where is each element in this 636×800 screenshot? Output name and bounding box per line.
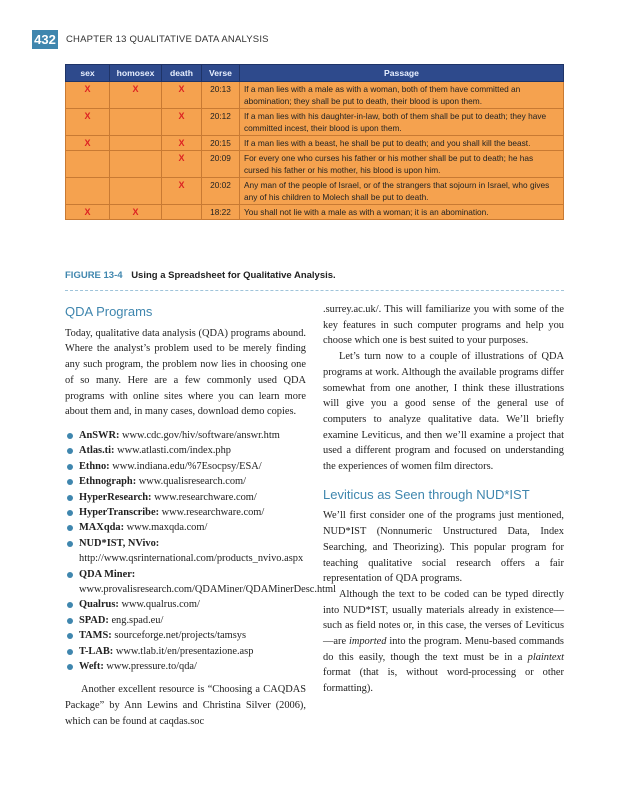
- col-header-death: death: [162, 65, 202, 82]
- list-item: [65, 567, 337, 598]
- table-row: [66, 205, 564, 220]
- col-header-homosex: homosex: [110, 65, 162, 82]
- cell-sex: X: [66, 136, 110, 151]
- program-name: Ethno:: [79, 460, 110, 472]
- col-header-sex: sex: [66, 65, 110, 82]
- cell-death: [162, 205, 202, 220]
- program-name: HyperResearch:: [79, 491, 152, 503]
- table-row: [66, 178, 564, 205]
- cell-sex: X: [66, 205, 110, 220]
- nudist-intro-paragraph: We’ll first consider one of the programs just mentioned, NUD*IST (Nonnumeric Unstructured Data, Index Searching, and Theorizing). This popular program for teaching qualitative social research offers a fair representation of QDA programs.: [323, 510, 564, 585]
- program-url[interactable]: www.tlab.it/en/presentazione.asp: [115, 645, 254, 657]
- cell-verse: 20:02: [202, 178, 240, 205]
- program-url[interactable]: www.cdc.gov/hiv/software/answr.htm: [122, 429, 280, 441]
- cell-passage: You shall not lie with a male as with a woman; it is an abomination.: [240, 205, 564, 220]
- intro-paragraph: Today, qualitative data analysis (QDA) programs abound. Where the analyst’s problem used to be merely finding any such program, the problem now lies in choosing one of so many. Here are a few commonly used QDA programs with online sites where you can learn more about them and, in many cases, download demo copies.: [65, 327, 306, 418]
- list-item: [65, 659, 306, 674]
- list-item: [65, 536, 306, 567]
- program-url[interactable]: http://www.qsrinternational.com/products_nvivo.aspx: [79, 553, 304, 565]
- program-name: Weft:: [79, 661, 104, 673]
- col-header-verse: Verse: [202, 65, 240, 82]
- cell-verse: 20:12: [202, 109, 240, 136]
- table-row: [66, 136, 564, 151]
- program-name: TAMS:: [79, 630, 112, 642]
- program-name: Atlas.ti:: [79, 445, 115, 457]
- cell-sex: [66, 178, 110, 205]
- cell-death: X: [162, 151, 202, 178]
- cell-passage: If a man lies with his daughter-in-law, both of them shall be put to death; they have committed incest, their blood is upon them.: [240, 109, 564, 136]
- page-header: [32, 28, 269, 50]
- program-url[interactable]: www.qualisresearch.com/: [138, 476, 247, 488]
- cell-death: X: [162, 136, 202, 151]
- table-row: [66, 151, 564, 178]
- continuation-paragraph: .surrey.ac.uk/. This will familiarize you with some of the key features in such computer programs and help you choose which one is best suited to your purposes.: [323, 304, 564, 347]
- figure-label: FIGURE 13-4: [65, 270, 123, 281]
- program-url[interactable]: www.pressure.to/qda/: [106, 661, 197, 673]
- program-url[interactable]: www.atlasti.com/index.php: [117, 445, 231, 457]
- qda-program-list: [65, 428, 337, 675]
- program-url[interactable]: www.qualrus.com/: [121, 599, 200, 611]
- cell-homosex: X: [110, 205, 162, 220]
- left-column: [65, 302, 337, 730]
- closing-paragraph: Another excellent resource is “Choosing a CAQDAS Package” by Ann Lewins and Christina Silver (2006), which can be found at caqdas.soc: [65, 684, 306, 727]
- program-name: SPAD:: [79, 614, 109, 626]
- program-name: HyperTranscribe:: [79, 506, 160, 518]
- program-url[interactable]: www.researchware.com/: [161, 506, 265, 518]
- cell-passage: For every one who curses his father or his mother shall be put to death; he has cursed his father or his mother, his blood is upon him.: [240, 151, 564, 178]
- table-row: [66, 109, 564, 136]
- section-heading-leviticus: Leviticus as Seen through NUD*IST: [323, 486, 530, 502]
- program-url[interactable]: www.maxqda.com/: [126, 522, 208, 534]
- list-item: [65, 597, 306, 612]
- figure-title: Using a Spreadsheet for Qualitative Analysis.: [131, 270, 336, 281]
- import-text-a: Although the text to be coded can be typed directly into NUD*IST, usually materials already in existence—such as field notes or, in this case, the verses of Leviticus—are: [323, 588, 564, 648]
- cell-verse: 20:15: [202, 136, 240, 151]
- page-number: 432: [32, 30, 58, 49]
- table-row: [66, 82, 564, 109]
- list-item: [65, 474, 306, 489]
- program-name: AnSWR:: [79, 429, 120, 441]
- cell-homosex: [110, 178, 162, 205]
- cell-sex: X: [66, 109, 110, 136]
- plaintext-emphasis: plaintext: [527, 651, 564, 663]
- program-url[interactable]: sourceforge.net/projects/tamsys: [114, 630, 247, 642]
- cell-death: X: [162, 178, 202, 205]
- program-name: MAXqda:: [79, 522, 125, 534]
- list-item: [65, 520, 306, 535]
- import-paragraph: [323, 587, 564, 697]
- cell-homosex: [110, 151, 162, 178]
- list-item: [65, 644, 306, 659]
- import-emphasis: imported: [348, 636, 387, 648]
- right-column: [323, 302, 564, 697]
- cell-homosex: [110, 109, 162, 136]
- program-name: NUD*IST, NVivo:: [79, 537, 160, 549]
- running-head: CHAPTER 13 QUALITATIVE DATA ANALYSIS: [66, 33, 269, 45]
- list-item: [65, 459, 306, 474]
- cell-verse: 20:13: [202, 82, 240, 109]
- program-url[interactable]: www.provalisresearch.com/QDAMiner/QDAMinerDesc.html: [79, 583, 337, 595]
- import-text-b: into the program. Menu-based commands do this easily, though the text must be in a: [323, 636, 564, 663]
- list-item: [65, 628, 306, 643]
- program-name: Ethnograph:: [79, 476, 137, 488]
- import-text-c: format (that is, without word-processing or other formatting).: [323, 667, 564, 695]
- program-name: QDA Miner:: [79, 568, 136, 580]
- program-url[interactable]: www.researchware.com/: [154, 491, 257, 503]
- col-header-passage: Passage: [240, 65, 564, 82]
- spreadsheet-header-row: [66, 65, 564, 82]
- list-item: [65, 613, 306, 628]
- cell-verse: 20:09: [202, 151, 240, 178]
- spreadsheet-figure: [65, 64, 564, 220]
- caption-divider: [65, 290, 564, 291]
- list-item: [65, 443, 306, 458]
- cell-death: X: [162, 82, 202, 109]
- cell-passage: If a man lies with a male as with a woman, both of them have committed an abomination; they shall be put to death, their blood is upon them.: [240, 82, 564, 109]
- program-url[interactable]: eng.spad.eu/: [111, 614, 164, 626]
- illustrations-paragraph: Let’s turn now to a couple of illustrations of QDA programs at work. Although the available programs differ somewhat from one another, I think these illustrations will give you a good sense of the general use of computers to analyze qualitative data. We’ll briefly examine Leviticus, and then we’ll examine a project that used a different program and focused on understanding the experiences of women film directors.: [323, 351, 564, 473]
- cell-homosex: [110, 136, 162, 151]
- section-heading-qda-programs: QDA Programs: [65, 304, 153, 319]
- list-item: [65, 490, 306, 505]
- cell-passage: If a man lies with a beast, he shall be put to death; and you shall kill the beast.: [240, 136, 564, 151]
- program-name: Qualrus:: [79, 599, 119, 611]
- program-name: T-LAB:: [79, 645, 114, 657]
- cell-sex: [66, 151, 110, 178]
- cell-sex: X: [66, 82, 110, 109]
- program-url[interactable]: www.indiana.edu/%7Esocpsy/ESA/: [112, 460, 262, 472]
- cell-passage: Any man of the people of Israel, or of the strangers that sojourn in Israel, who gives any of his children to Molech shall be put to death.: [240, 178, 564, 205]
- list-item: [65, 428, 306, 443]
- list-item: [65, 505, 306, 520]
- cell-homosex: X: [110, 82, 162, 109]
- figure-caption: [65, 270, 336, 281]
- cell-death: X: [162, 109, 202, 136]
- cell-verse: 18:22: [202, 205, 240, 220]
